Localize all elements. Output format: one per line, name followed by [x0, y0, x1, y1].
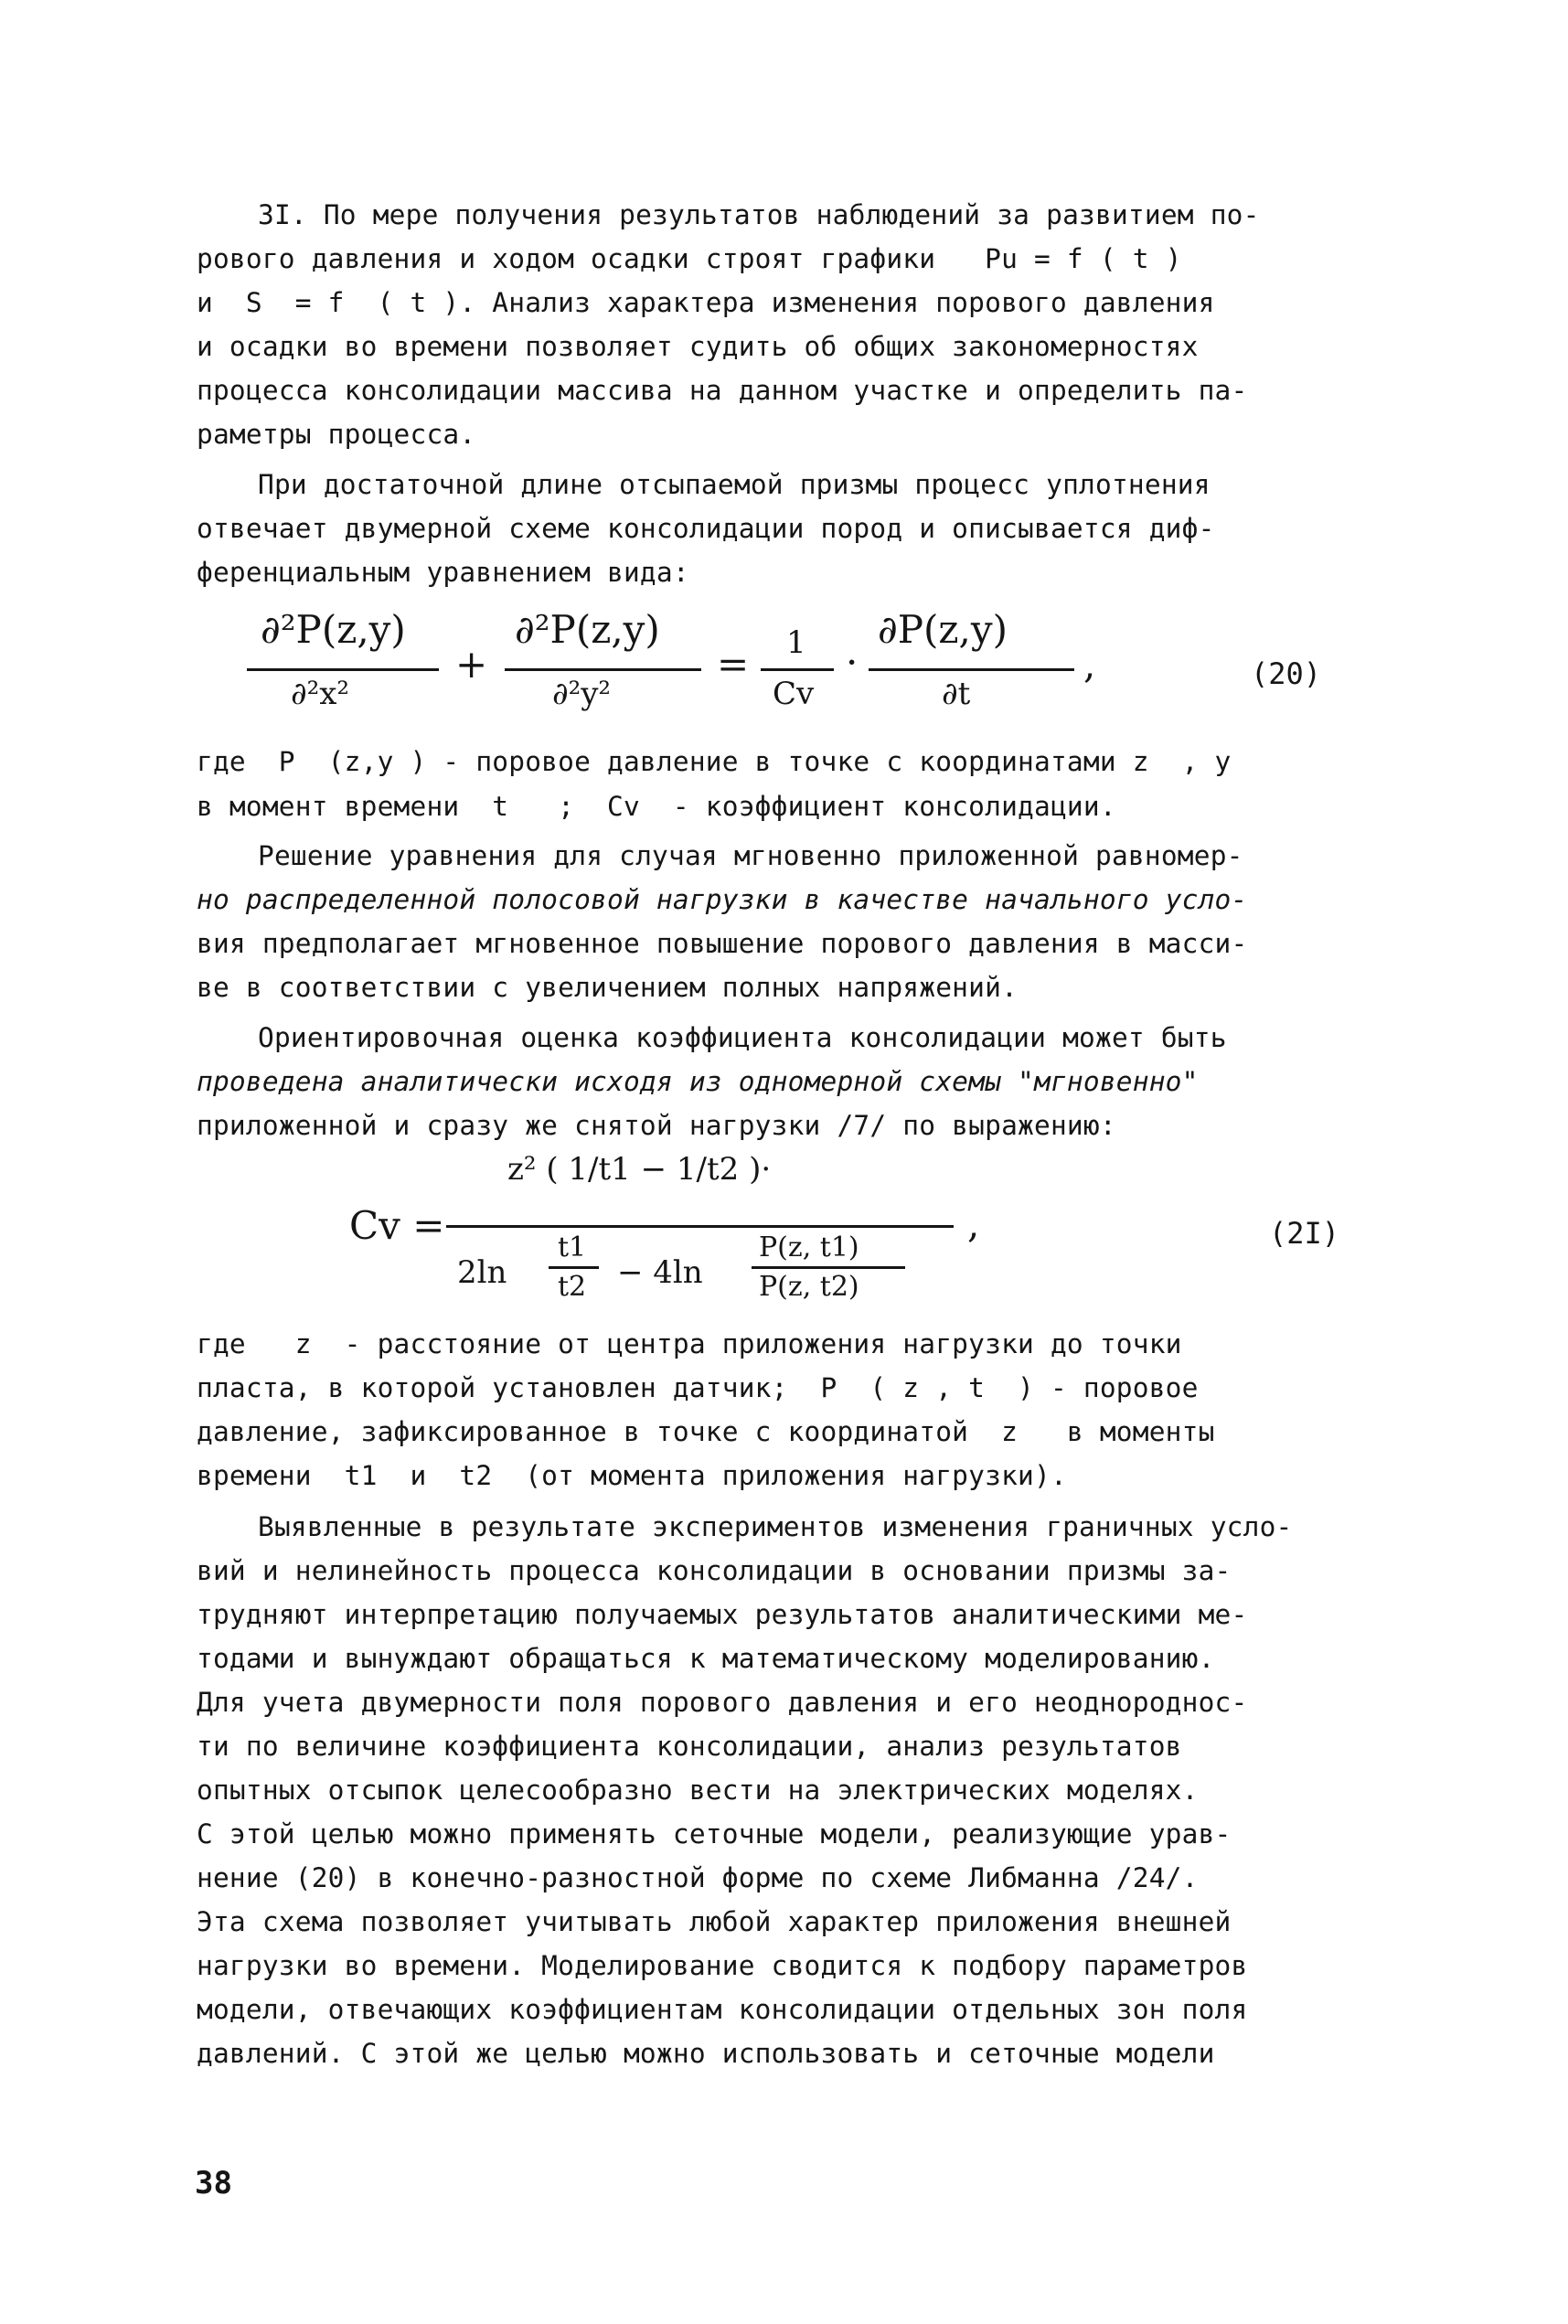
text-line: пласта, в которой установлен датчик; P ( z , t ) - поровое — [197, 1372, 1199, 1403]
eq20-plus: + — [455, 642, 488, 687]
eq20-equals: = — [717, 642, 750, 687]
eq21-comma: , — [967, 1201, 980, 1246]
eq21-denominator-fraction2-denominator: P(z, t2) — [759, 1271, 859, 1303]
text-line: тодами и вынуждают обращаться к математическому моделированию. — [197, 1643, 1215, 1674]
eq20-term1-numerator: ∂²P(z,y) — [261, 607, 406, 652]
text-line: модели, отвечающих коэффициентам консолидации отдельных зон поля — [197, 1994, 1248, 2025]
eq20-term3-denominator: Cv — [773, 676, 815, 712]
text-line: проведена аналитически исходя из одномерной схемы "мгновенно" — [197, 1066, 1199, 1097]
text-line: Выявленные в результате экспериментов изменения граничных усло- — [258, 1511, 1293, 1542]
text-line: ти по величине коэффициента консолидации, анализ результатов — [197, 1731, 1182, 1762]
text-line: 3I. По мере получения результатов наблюдений за развитием по- — [258, 199, 1260, 230]
text-line: давление, зафиксированное в точке с координатой z в моменты — [197, 1416, 1215, 1447]
text-line: приложенной и сразу же снятой нагрузки /7/ по выражению: — [197, 1110, 1116, 1141]
equation-number: (20) — [1251, 656, 1322, 691]
text-line: Для учета двумерности поля порового давления и его неоднороднос- — [197, 1687, 1248, 1718]
text-line: ференциальным уравнением вида: — [197, 557, 689, 588]
text-line: рового давления и ходом осадки строят графики Pu = f ( t ) — [197, 243, 1182, 274]
text-line: Ориентировочная оценка коэффициента консолидации может быть — [258, 1022, 1227, 1053]
eq21-denominator-fraction2-numerator: P(z, t1) — [759, 1231, 859, 1263]
text-line: и S = f ( t ). Анализ характера изменения порового давления — [197, 287, 1215, 318]
text-line: С этой целью можно применять сеточные модели, реализующие урав- — [197, 1818, 1232, 1850]
text-line: вий и нелинейность процесса консолидации в основании призмы за- — [197, 1555, 1232, 1586]
eq21-denominator-2ln: 2ln — [457, 1254, 507, 1291]
eq20-term3-numerator: 1 — [786, 624, 806, 661]
eq21-lhs: Cv = — [349, 1203, 445, 1248]
text-line: где z - расстояние от центра приложения нагрузки до точки — [197, 1328, 1182, 1359]
eq21-fraction-bar — [446, 1225, 954, 1228]
eq20-comma: , — [1083, 642, 1096, 687]
text-line: где P (z,y ) - поровое давление в точке с координатами z , y — [197, 746, 1232, 777]
eq21-fraction-bar — [549, 1266, 599, 1269]
text-line: При достаточной длине отсыпаемой призмы процесс уплотнения — [258, 469, 1211, 500]
text-line: опытных отсыпок целесообразно вести на электрических моделях. — [197, 1775, 1199, 1806]
eq20-fraction-bar — [505, 668, 701, 671]
page-number: 38 — [195, 2165, 232, 2201]
text-line: Эта схема позволяет учитывать любой характер приложения внешней — [197, 1906, 1232, 1937]
text-line: процесса консолидации массива на данном участке и определить па- — [197, 375, 1248, 406]
eq20-fraction-bar — [247, 668, 439, 671]
text-line: вия предполагает мгновенное повышение порового давления в масси- — [197, 928, 1248, 959]
eq20-term4-numerator: ∂P(z,y) — [878, 607, 1008, 652]
text-line: в момент времени t ; Cv - коэффициент консолидации. — [197, 791, 1116, 822]
text-line: раметры процесса. — [197, 419, 476, 450]
text-line: ве в соответствии с увеличением полных напряжений. — [197, 972, 1019, 1003]
equation-number: (2I) — [1269, 1216, 1340, 1251]
text-line: и осадки во времени позволяет судить об общих закономерностях — [197, 331, 1199, 362]
text-line: нение (20) в конечно-разностной форме по схеме Либманна /24/. — [197, 1862, 1199, 1893]
text-line: времени t1 и t2 (от момента приложения нагрузки). — [197, 1460, 1067, 1491]
eq20-term2-denominator: ∂²y² — [552, 676, 612, 712]
eq21-denominator-fraction1-denominator: t2 — [558, 1271, 587, 1303]
text-line: Решение уравнения для случая мгновенно приложенной равномер- — [258, 840, 1243, 871]
text-line: давлений. С этой же целью можно использовать и сеточные модели — [197, 2038, 1215, 2069]
eq20-dot: · — [846, 640, 859, 685]
eq21-denominator-4ln: − 4ln — [617, 1254, 703, 1291]
eq20-term1-denominator: ∂²x² — [291, 676, 350, 712]
text-line: трудняют интерпретацию получаемых результатов аналитическими ме- — [197, 1599, 1248, 1630]
eq20-fraction-bar — [869, 668, 1074, 671]
text-line: но распределенной полосовой нагрузки в качестве начального усло- — [197, 884, 1248, 915]
eq21-fraction-bar — [752, 1266, 905, 1269]
eq21-numerator: z² ( 1/t1 − 1/t2 )· — [507, 1151, 772, 1188]
eq20-term4-denominator: ∂t — [942, 676, 971, 712]
eq21-denominator-fraction1-numerator: t1 — [558, 1231, 587, 1263]
eq20-term2-numerator: ∂²P(z,y) — [515, 607, 660, 652]
text-line: нагрузки во времени. Моделирование сводится к подбору параметров — [197, 1950, 1248, 1981]
text-line: отвечает двумерной схеме консолидации пород и описывается диф- — [197, 513, 1215, 544]
eq20-fraction-bar — [761, 668, 834, 671]
